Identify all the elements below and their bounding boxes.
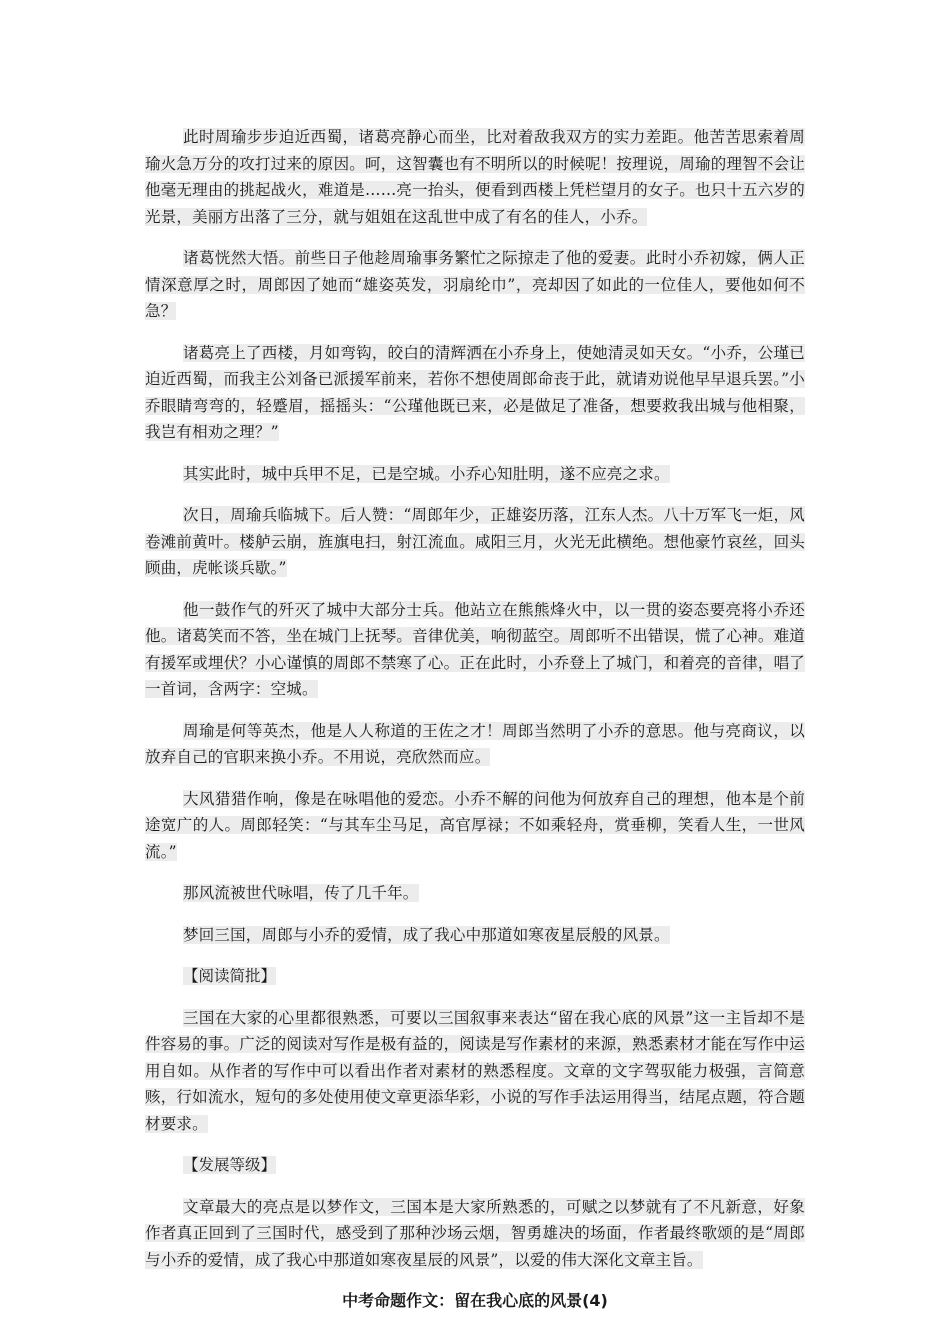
grade-heading	[145, 1152, 805, 1179]
document-page	[145, 124, 805, 1314]
story-paragraph-7	[145, 718, 805, 771]
paragraph-text: 其实此时，城中兵甲不足，已是空城。小乔心知肚明，遂不应亮之求。	[183, 464, 670, 483]
story-paragraph-1	[145, 124, 805, 230]
grade-heading-text: 【发展等级】	[183, 1156, 277, 1174]
review-heading	[145, 963, 805, 990]
story-paragraph-4	[145, 461, 805, 488]
review-text: 三国在大家的心里都很熟悉，可要以三国叙事来表达“留在我心底的风景”这一主旨却不是件容易的事。广泛的阅读对写作是极有益的，阅读是写作素材的来源，熟悉素材才能在写作中运用自如。从作者的写作中可以看出作者对素材的熟悉程度。文章的文字驾驭能力极强，言简意赅，行如流水，短句的多处使用使文章更添华彩，小说的写作手法运用得当，结尾点题，符合题材要求。	[145, 1008, 805, 1133]
grade-paragraph	[145, 1194, 805, 1274]
story-paragraph-10	[145, 922, 805, 949]
paragraph-text: 梦回三国，周郎与小乔的爱情，成了我心中那道如寒夜星辰般的风景。	[183, 925, 670, 944]
story-paragraph-2	[145, 245, 805, 325]
story-paragraph-6	[145, 597, 805, 703]
paragraph-text: 次日，周瑜兵临城下。后人赞：“周郎年少，正雄姿历落，江东人杰。八十万军飞一炬，风卷滩前黄叶。楼舻云崩，旌旗电扫，射江流血。咸阳三月，火光无此横绝。想他豪竹哀丝，回头顾曲，虎帐谈兵歇。”	[145, 506, 805, 577]
story-paragraph-8	[145, 786, 805, 866]
story-paragraph-9	[145, 880, 805, 907]
paragraph-text: 他一鼓作气的歼灭了城中大部分士兵。他站立在熊熊烽火中，以一贯的姿态要亮将小乔还他。诸葛笑而不答，坐在城门上抚琴。音律优美，响彻蓝空。周郎听不出错误，慌了心神。难道有援军或埋伏？小心谨慎的周郎不禁寒了心。正在此时，小乔登上了城门，和着亮的音律，唱了一首词，含两字：空城。	[145, 600, 805, 698]
story-paragraph-3	[145, 340, 805, 446]
paragraph-text: 诸葛亮上了西楼，月如弯钩，皎白的清辉洒在小乔身上，使她清灵如天女。“小乔，公瑾已迫近西蜀，而我主公刘备已派援军前来，若你不想使周郎命丧于此，就请劝说他早早退兵罢。”小乔眼睛弯弯的，轻蹙眉，摇摇头：“公瑾他既已来，必是做足了准备，想要救我出城与他相聚，我岂有相劝之理？”	[145, 343, 805, 441]
story-paragraph-5	[145, 502, 805, 582]
paragraph-text: 周瑜是何等英杰，他是人人称道的王佐之才！周郎当然明了小乔的意思。他与亮商议，以放弃自己的官职来换小乔。不用说，亮欣然而应。	[145, 721, 805, 766]
paragraph-text: 那风流被世代咏唱，传了几千年。	[183, 884, 419, 902]
grade-text: 文章最大的亮点是以梦作文，三国本是大家所熟悉的，可赋之以梦就有了不凡新意，好象作者真正回到了三国时代，感受到了那种沙场云烟，智勇雄决的场面，作者最终歌颂的是“周郎与小乔的爱情，成了我心中那道如寒夜星辰的风景”，以爱的伟大深化文章主旨。	[145, 1197, 805, 1269]
paragraph-text: 此时周瑜步步迫近西蜀，诸葛亮静心而坐，比对着敌我双方的实力差距。他苦苦思索着周瑜火急万分的攻打过来的原因。呵，这智囊也有不明所以的时候呢！按理说，周瑜的理智不会让他毫无理由的挑起战火，难道是……亮一抬头，便看到西楼上凭栏望月的女子。也只十五六岁的光景，美丽方出落了三分，就与姐姐在这乱世中成了有名的佳人，小乔。	[145, 128, 805, 226]
paragraph-text: 大风猎猎作响，像是在咏唱他的爱恋。小乔不解的问他为何放弃自己的理想，他本是个前途宽广的人。周郎轻笑：“与其车尘马足，高官厚禄；不如乘轻舟，赏垂柳，笑看人生，一世风流。”	[145, 789, 805, 861]
next-article-title: 中考命题作文：留在我心底的风景(4)	[342, 1291, 608, 1310]
review-paragraph	[145, 1005, 805, 1138]
review-heading-text: 【阅读简批】	[183, 967, 277, 985]
paragraph-text: 诸葛恍然大悟。前些日子他趁周瑜事务繁忙之际掠走了他的爱妻。此时小乔初嫁，俩人正情深意厚之时，周郎因了她而“雄姿英发，羽扇纶巾”，亮却因了如此的一位佳人，要他如何不急？	[145, 249, 805, 320]
